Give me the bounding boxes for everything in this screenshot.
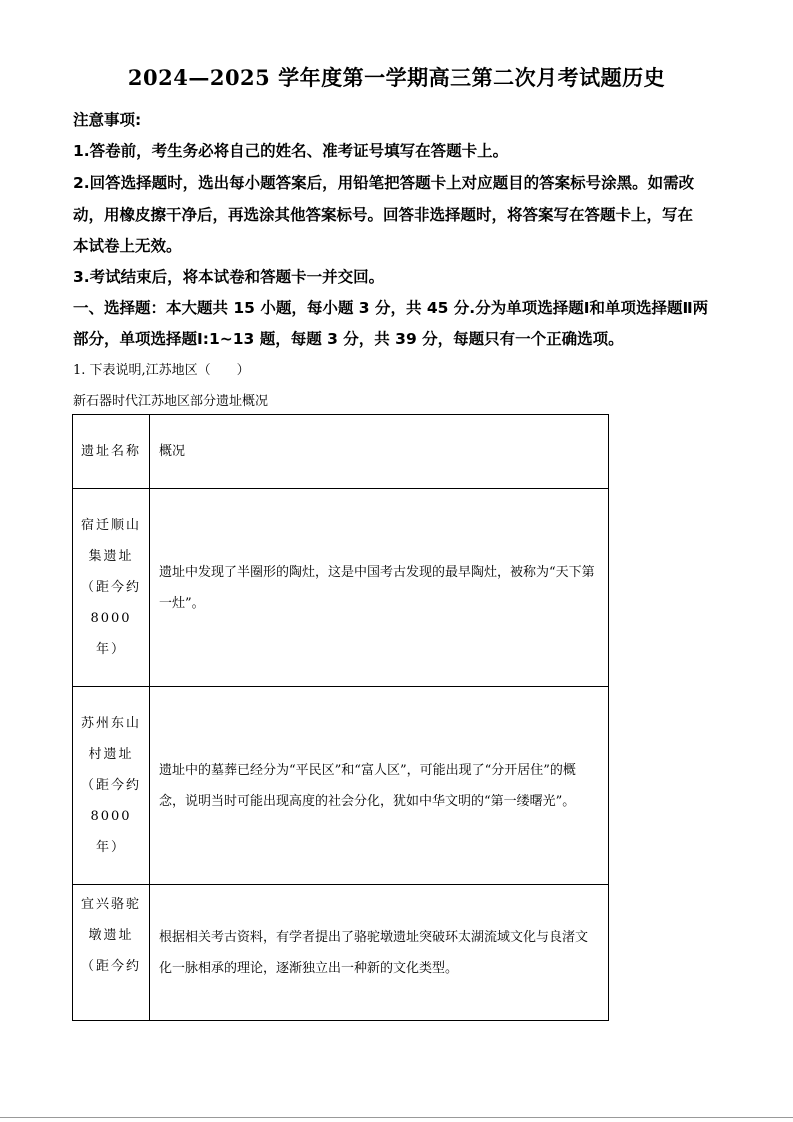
- site-overview: 遗址中发现了半圈形的陶灶，这是中国考古发现的最早陶灶，被称为“天下第一灶”。: [150, 489, 609, 687]
- notice-item-2-line-3: 本试卷上无效。: [73, 237, 182, 255]
- table-row: [73, 885, 609, 1021]
- table-row: [73, 687, 609, 885]
- section-heading-line-2: 部分，单项选择题Ⅰ:1~13 题，每题 3 分，共 39 分，每题只有一个正确选项。: [73, 330, 624, 348]
- site-name: 宜兴骆驼墩遗址（距今约: [73, 885, 150, 1021]
- section-heading-line-1: 一、选择题：本大题共 15 小题，每小题 3 分，共 45 分.分为单项选择题Ⅰ和单项选择题Ⅱ两: [73, 299, 709, 317]
- table-header-row: [73, 415, 609, 489]
- notice-heading: 注意事项:: [73, 111, 142, 129]
- exam-title: 2024—2025 学年度第一学期高三第二次月考试题历史: [127, 65, 666, 90]
- site-name: 苏州东山村遗址（距今约8000 年）: [73, 687, 150, 885]
- sites-table: [72, 414, 609, 1021]
- site-overview: 遗址中的墓葬已经分为“平民区”和“富人区”，可能出现了“分开居住”的概念，说明当时可能出现高度的社会分化，犹如中华文明的“第一缕曙光”。: [150, 687, 609, 885]
- table-row: [73, 489, 609, 687]
- notice-item-3: 3.考试结束后，将本试卷和答题卡一并交回。: [73, 268, 385, 286]
- table-caption: 新石器时代江苏地区部分遗址概况: [73, 394, 269, 409]
- question-1-stem: 1. 下表说明,江苏地区（ ）: [73, 363, 250, 378]
- site-name: 宿迁顺山集遗址（距今约8000 年）: [73, 489, 150, 687]
- notice-item-2-line-2: 动，用橡皮擦干净后，再选涂其他答案标号。回答非选择题时，将答案写在答题卡上，写在: [73, 206, 694, 224]
- site-overview: 根据相关考古资料，有学者提出了骆驼墩遗址突破环太湖流域文化与良渚文化一脉相承的理论，逐渐独立出一种新的文化类型。: [150, 885, 609, 1021]
- notice-item-2-line-1: 2.回答选择题时，选出每小题答案后，用铅笔把答题卡上对应题目的答案标号涂黑。如需改: [73, 174, 695, 192]
- page-bottom-rule: [0, 1117, 793, 1118]
- header-site-name: 遗址名称: [73, 415, 150, 489]
- header-overview: 概况: [150, 415, 609, 489]
- notice-item-1: 1.答卷前，考生务必将自己的姓名、准考证号填写在答题卡上。: [73, 142, 509, 160]
